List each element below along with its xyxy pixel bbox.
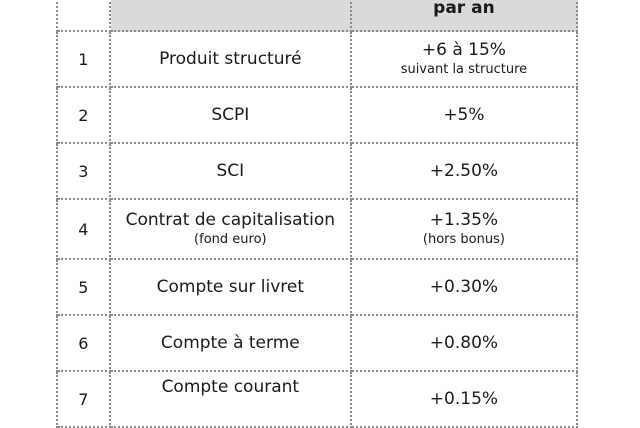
header-rate-cell bbox=[352, 0, 578, 32]
product-note: (fond euro) bbox=[194, 232, 267, 247]
product-name-cell bbox=[111, 32, 352, 88]
rate-note: (hors bonus) bbox=[422, 232, 505, 247]
rate-cell bbox=[352, 316, 578, 372]
rate-value: +1.35% bbox=[429, 210, 499, 230]
rate-value: +0.30% bbox=[429, 277, 499, 297]
product-name: SCI bbox=[216, 161, 245, 181]
product-name-cell bbox=[111, 372, 352, 428]
product-name-cell bbox=[111, 316, 352, 372]
rate-cell bbox=[352, 200, 578, 260]
product-name-cell bbox=[111, 144, 352, 200]
table-row bbox=[56, 144, 578, 200]
product-name-cell bbox=[111, 88, 352, 144]
investment-table bbox=[56, 0, 578, 428]
header-num-cell bbox=[58, 0, 111, 32]
product-name: SCPI bbox=[211, 105, 250, 125]
product-name-cell bbox=[111, 200, 352, 260]
rate-cell bbox=[352, 32, 578, 88]
rate-value: +0.15% bbox=[429, 389, 499, 409]
rate-value: +0.80% bbox=[429, 333, 499, 353]
rate-value: +2.50% bbox=[429, 161, 499, 181]
row-number: 7 bbox=[58, 372, 111, 428]
product-name: Compte courant bbox=[161, 377, 300, 397]
product-name: Compte sur livret bbox=[156, 277, 305, 297]
rate-value: +6 à 15% bbox=[421, 40, 506, 60]
header-rate-label: par an bbox=[433, 0, 495, 18]
table-header-row bbox=[56, 0, 578, 32]
rate-cell bbox=[352, 88, 578, 144]
product-name: Compte à terme bbox=[160, 333, 300, 353]
table-row bbox=[56, 200, 578, 260]
rate-value: +5% bbox=[443, 105, 485, 125]
rate-cell bbox=[352, 260, 578, 316]
rate-note: suivant la structure bbox=[400, 62, 528, 77]
row-number: 4 bbox=[58, 200, 111, 260]
product-name: Contrat de capitalisation bbox=[125, 210, 336, 230]
product-name: Produit structuré bbox=[159, 49, 302, 69]
rate-cell bbox=[352, 144, 578, 200]
row-number: 3 bbox=[58, 144, 111, 200]
row-number: 2 bbox=[58, 88, 111, 144]
row-number: 1 bbox=[58, 32, 111, 88]
table-row bbox=[56, 32, 578, 88]
product-name-cell bbox=[111, 260, 352, 316]
rate-cell bbox=[352, 372, 578, 428]
table-row bbox=[56, 316, 578, 372]
row-number: 6 bbox=[58, 316, 111, 372]
table-row bbox=[56, 88, 578, 144]
header-name-cell bbox=[111, 0, 352, 32]
table-row bbox=[56, 372, 578, 428]
table-row bbox=[56, 260, 578, 316]
row-number: 5 bbox=[58, 260, 111, 316]
